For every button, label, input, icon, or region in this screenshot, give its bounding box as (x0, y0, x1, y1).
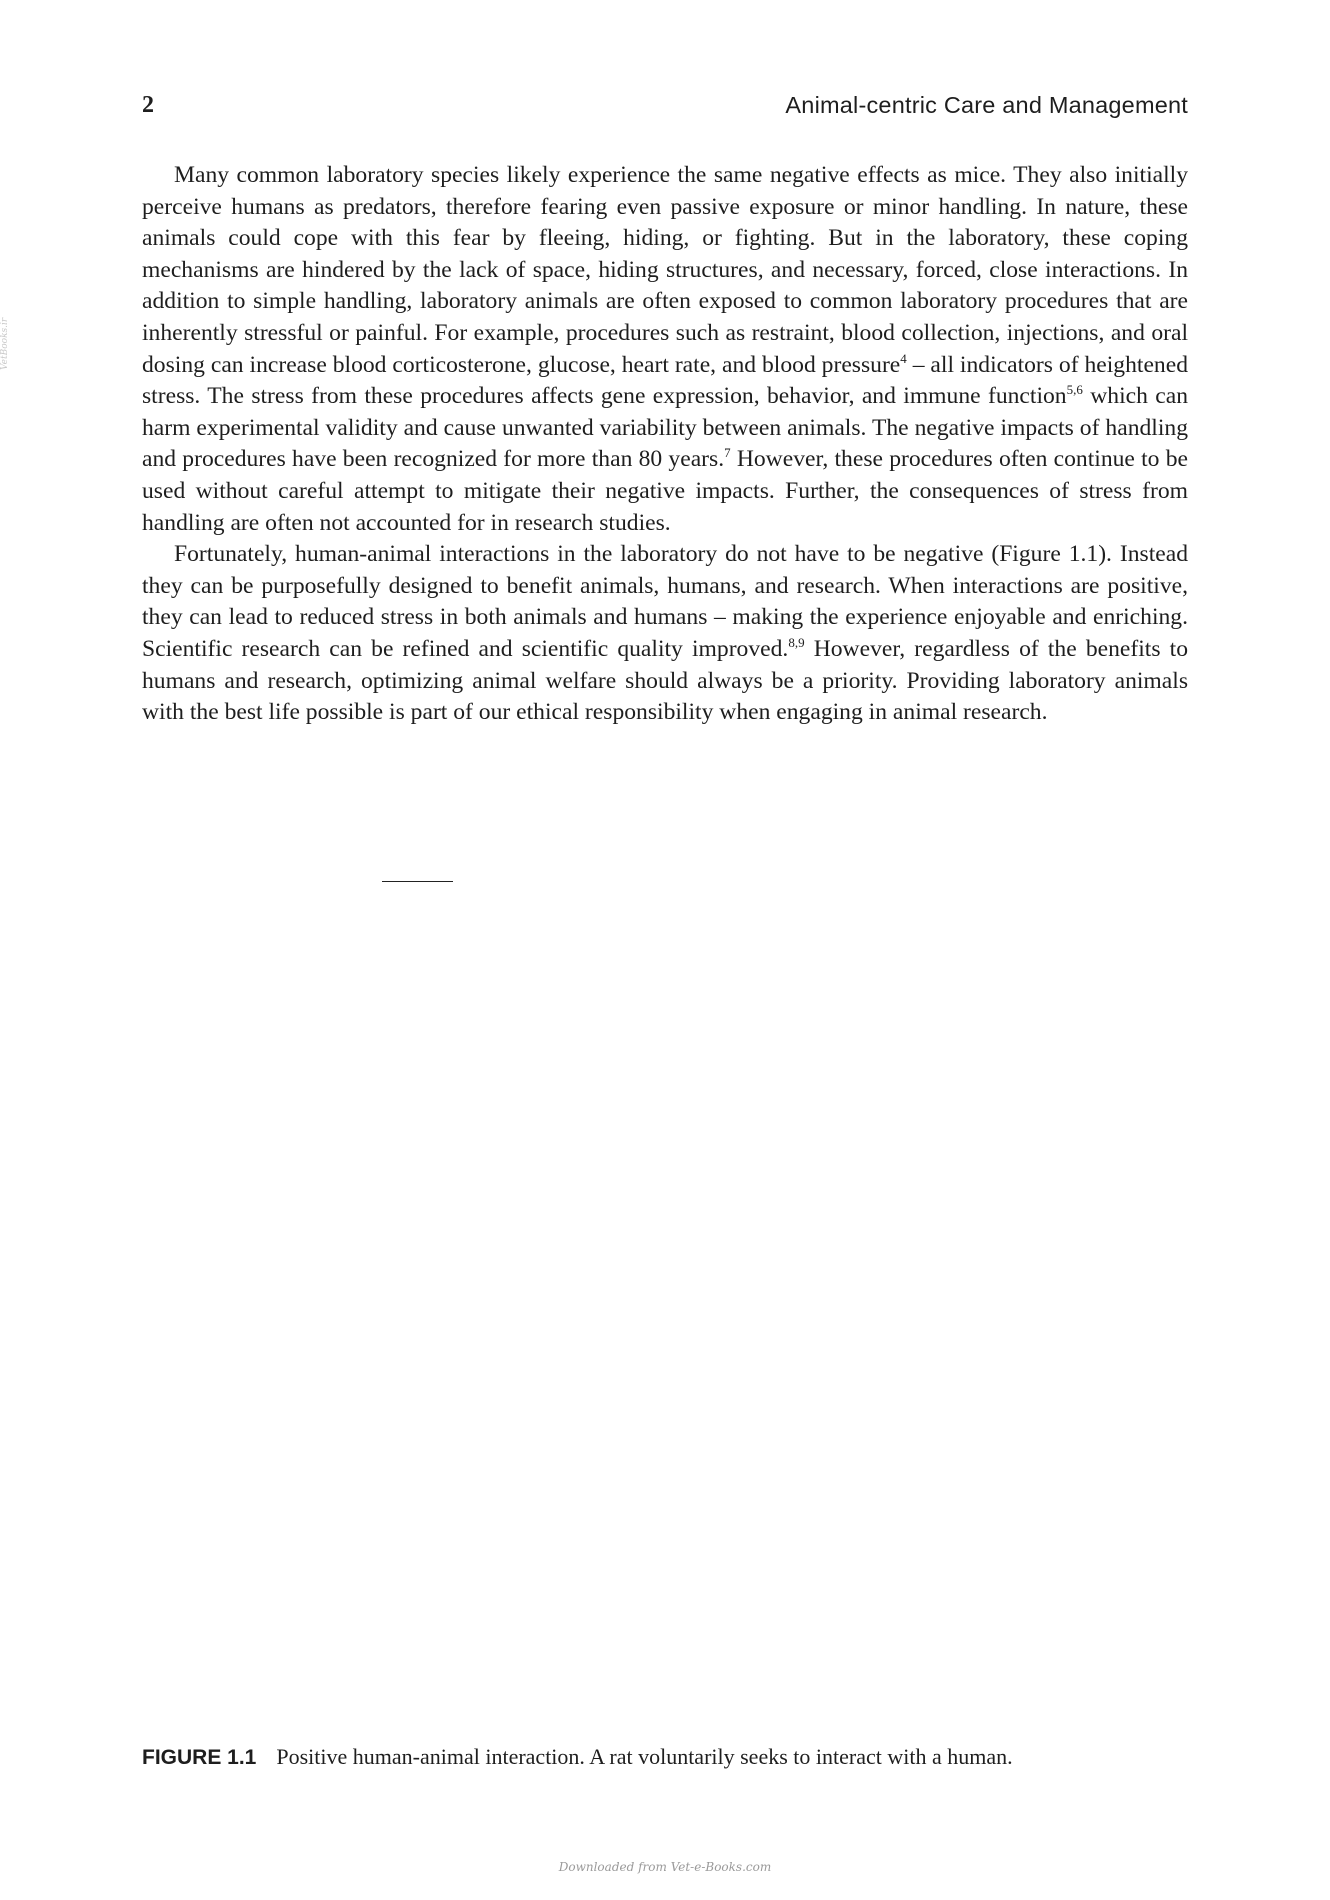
side-watermark: VetBooks.ir (0, 317, 10, 370)
citation-superscript: 5,6 (1066, 382, 1083, 398)
paragraph-text: However, these procedures often continue to be used without careful attempt to mitigate their negative impacts. Further, the consequences of stress from handling are often not accounted for in research studies. (142, 446, 1188, 536)
page-number: 2 (142, 92, 154, 118)
paragraph-1 (142, 160, 1188, 539)
paragraph-text: which can harm experimental validity and cause unwanted variability between animals. The negative impacts of handling and procedures have been recognized for more than 80 years. (142, 383, 1189, 473)
footer-watermark: Downloaded from Vet-e-Books.com (558, 1860, 772, 1874)
paragraph-text: Many common laboratory species likely experience the same negative effects as mice. They also initially perceive humans as predators, therefore fearing even passive exposure or minor handling. In nature, these animals could cope with this fear by fleeing, hiding, or fighting. But in the laboratory, these coping mechanisms are hindered by the lack of space, hiding structures, and necessary, forced, close interactions. In addition to simple handling, laboratory animals are often exposed to common laboratory procedures that are inherently stressful or painful. For example, procedures such as restraint, blood collection, injections, and oral dosing can increase blood corticosterone, glucose, heart rate, and blood pressure (142, 162, 1188, 378)
figure-1-1 (142, 870, 1188, 1720)
paragraph-text: Fortunately, human-animal interactions in the laboratory do not have to be negative (Figure 1.1). Instead they can be purposefully designed to benefit animals, humans, and research. When interactions are positive, they can lead to reduced stress in both animals and humans – making the experience enjoyable and enriching. Scientific research can be refined and scientific quality improved. (142, 541, 1188, 662)
citation-superscript: 4 (900, 350, 907, 366)
citation-superscript: 7 (724, 445, 731, 461)
paragraph-2 (142, 539, 1188, 729)
citation-superscript: 8,9 (788, 634, 805, 650)
paragraph-text: However, regardless of the benefits to humans and research, optimizing animal welfare should always be a priority. Providing laboratory animals with the best life possible is part of our ethical responsibility when engaging in animal research. (142, 635, 1188, 726)
running-title: Animal-centric Care and Management (785, 92, 1188, 118)
running-head (142, 88, 1188, 122)
body-text (142, 160, 1188, 729)
figure-caption-text: Positive human-animal interaction. A rat voluntarily seeks to interact with a human. (276, 1744, 1013, 1769)
figure-caption (142, 1742, 1188, 1773)
paragraph-text: – all indicators of heightened stress. The stress from these procedures affects gene expression, behavior, and immune function (142, 351, 1188, 410)
figure-label: FIGURE 1.1 (142, 1746, 257, 1769)
figure-rule (382, 881, 453, 882)
